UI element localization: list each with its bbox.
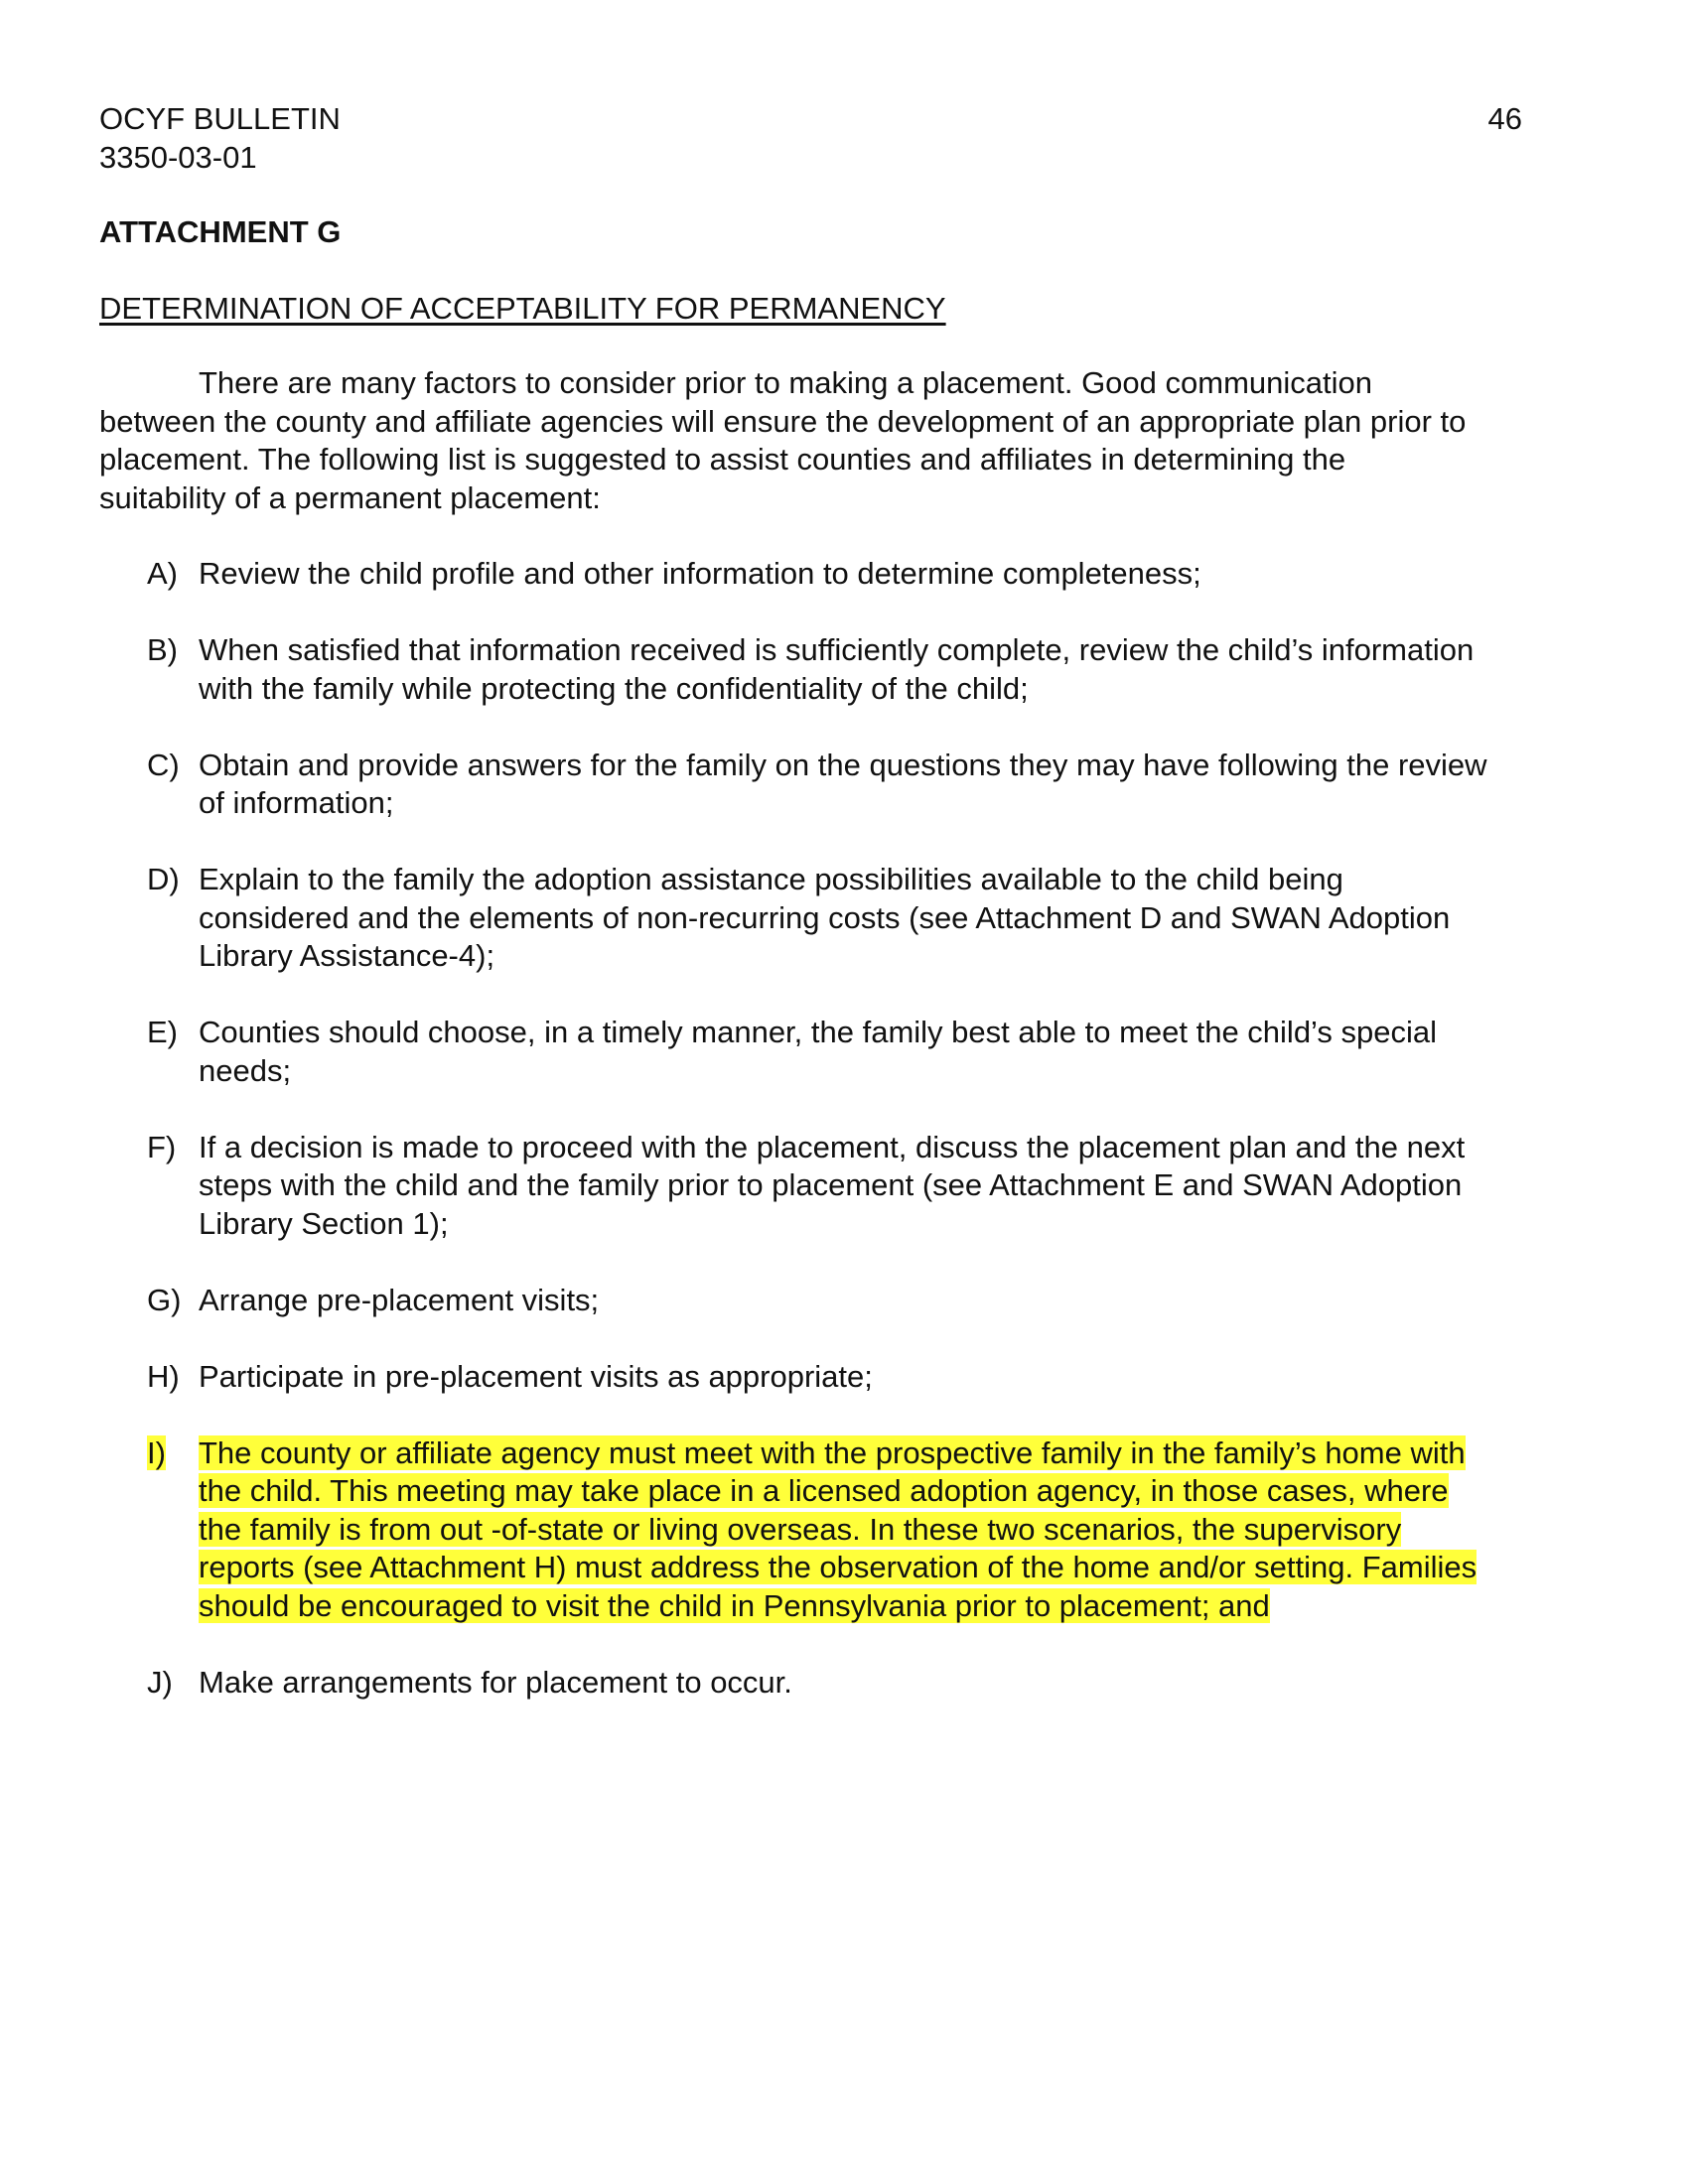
list-item-line [199, 1587, 1589, 1626]
list-item-line: When satisfied that information received is sufficiently complete, review the child’s information [199, 632, 1475, 667]
list-item-line: Explain to the family the adoption assistance possibilities available to the child being [199, 862, 1343, 896]
intro-line: suitability of a permanent placement: [99, 479, 601, 515]
highlighted-text: the family is from out -of-state or living overseas. In these two scenarios, the supervisory [199, 1511, 1402, 1547]
list-item-marker: A) [147, 556, 178, 591]
list-item-line: Make arrangements for placement to occur. [199, 1664, 792, 1700]
section-title: DETERMINATION OF ACCEPTABILITY FOR PERMANENCY [99, 291, 946, 326]
list-item-line: Counties should choose, in a timely manner, the family best able to meet the child’s special [199, 1015, 1437, 1049]
list-item-marker: C) [147, 747, 180, 782]
list-item [99, 747, 1589, 823]
list-item-line [199, 1549, 1589, 1587]
list-item [99, 1129, 1589, 1244]
list-item-line: Obtain and provide answers for the family on the questions they may have following the review [199, 747, 1487, 782]
list-item [99, 1358, 1589, 1397]
list-item [99, 1014, 1589, 1090]
attachment-label: ATTACHMENT G [99, 214, 342, 249]
bulletin-header [99, 99, 341, 177]
list-item-line [199, 1472, 1589, 1511]
bulletin-number: 3350-03-01 [99, 140, 257, 175]
intro-paragraph [99, 364, 1589, 517]
highlighted-text: The county or affiliate agency must meet with the prospective family in the family’s home with [199, 1434, 1466, 1470]
list-item-line: Review the child profile and other information to determine completeness; [199, 556, 1201, 591]
list-item [99, 1282, 1589, 1320]
highlighted-text: the child. This meeting may take place in a licensed adoption agency, in those cases, where [199, 1473, 1449, 1508]
page-number: 46 [1487, 101, 1522, 136]
list-item [99, 1434, 1589, 1626]
list-item-line: Participate in pre-placement visits as appropriate; [199, 1358, 873, 1394]
highlighted-text: reports (see Attachment H) must address the observation of the home and/or setting. Families [199, 1550, 1477, 1584]
intro-line: placement. The following list is suggested to assist counties and affiliates in determining the [99, 442, 1346, 477]
list-item [99, 861, 1589, 976]
list-item-line: considered and the elements of non-recurring costs (see Attachment D and SWAN Adoption [199, 899, 1451, 935]
list-item-marker: E) [147, 1015, 178, 1049]
list-item [99, 631, 1589, 708]
considerations-list [99, 555, 1589, 1740]
list-item-marker: B) [147, 632, 178, 667]
list-item-marker: F) [147, 1129, 177, 1164]
list-item-marker: D) [147, 862, 180, 896]
list-item-line: with the family while protecting the confidentiality of the child; [199, 670, 1029, 706]
intro-line: There are many factors to consider prior to making a placement. Good communication [199, 365, 1372, 400]
bulletin-name: OCYF BULLETIN [99, 101, 341, 136]
list-item [99, 555, 1589, 594]
list-item-line: If a decision is made to proceed with the placement, discuss the placement plan and the next [199, 1129, 1466, 1164]
list-item-marker [147, 1434, 166, 1473]
intro-line: between the county and affiliate agencies will ensure the development of an appropriate plan prior to [99, 403, 1467, 439]
list-item [99, 1664, 1589, 1703]
list-item-marker: G) [147, 1282, 182, 1317]
list-item-line: Library Assistance-4); [199, 938, 495, 973]
list-item-line [199, 1511, 1589, 1550]
list-item-line: Library Section 1); [199, 1205, 449, 1241]
list-item-line: needs; [199, 1052, 292, 1088]
highlight-mark: I) [147, 1434, 166, 1470]
list-item-marker: J) [147, 1664, 173, 1700]
highlighted-text: should be encouraged to visit the child in Pennsylvania prior to placement; and [199, 1587, 1270, 1623]
list-item-line [199, 1434, 1589, 1473]
list-item-line: steps with the child and the family prior to placement (see Attachment E and SWAN Adoption [199, 1167, 1463, 1202]
list-item-line: Arrange pre-placement visits; [199, 1282, 600, 1317]
list-item-marker: H) [147, 1358, 180, 1394]
list-item-line: of information; [199, 785, 394, 820]
